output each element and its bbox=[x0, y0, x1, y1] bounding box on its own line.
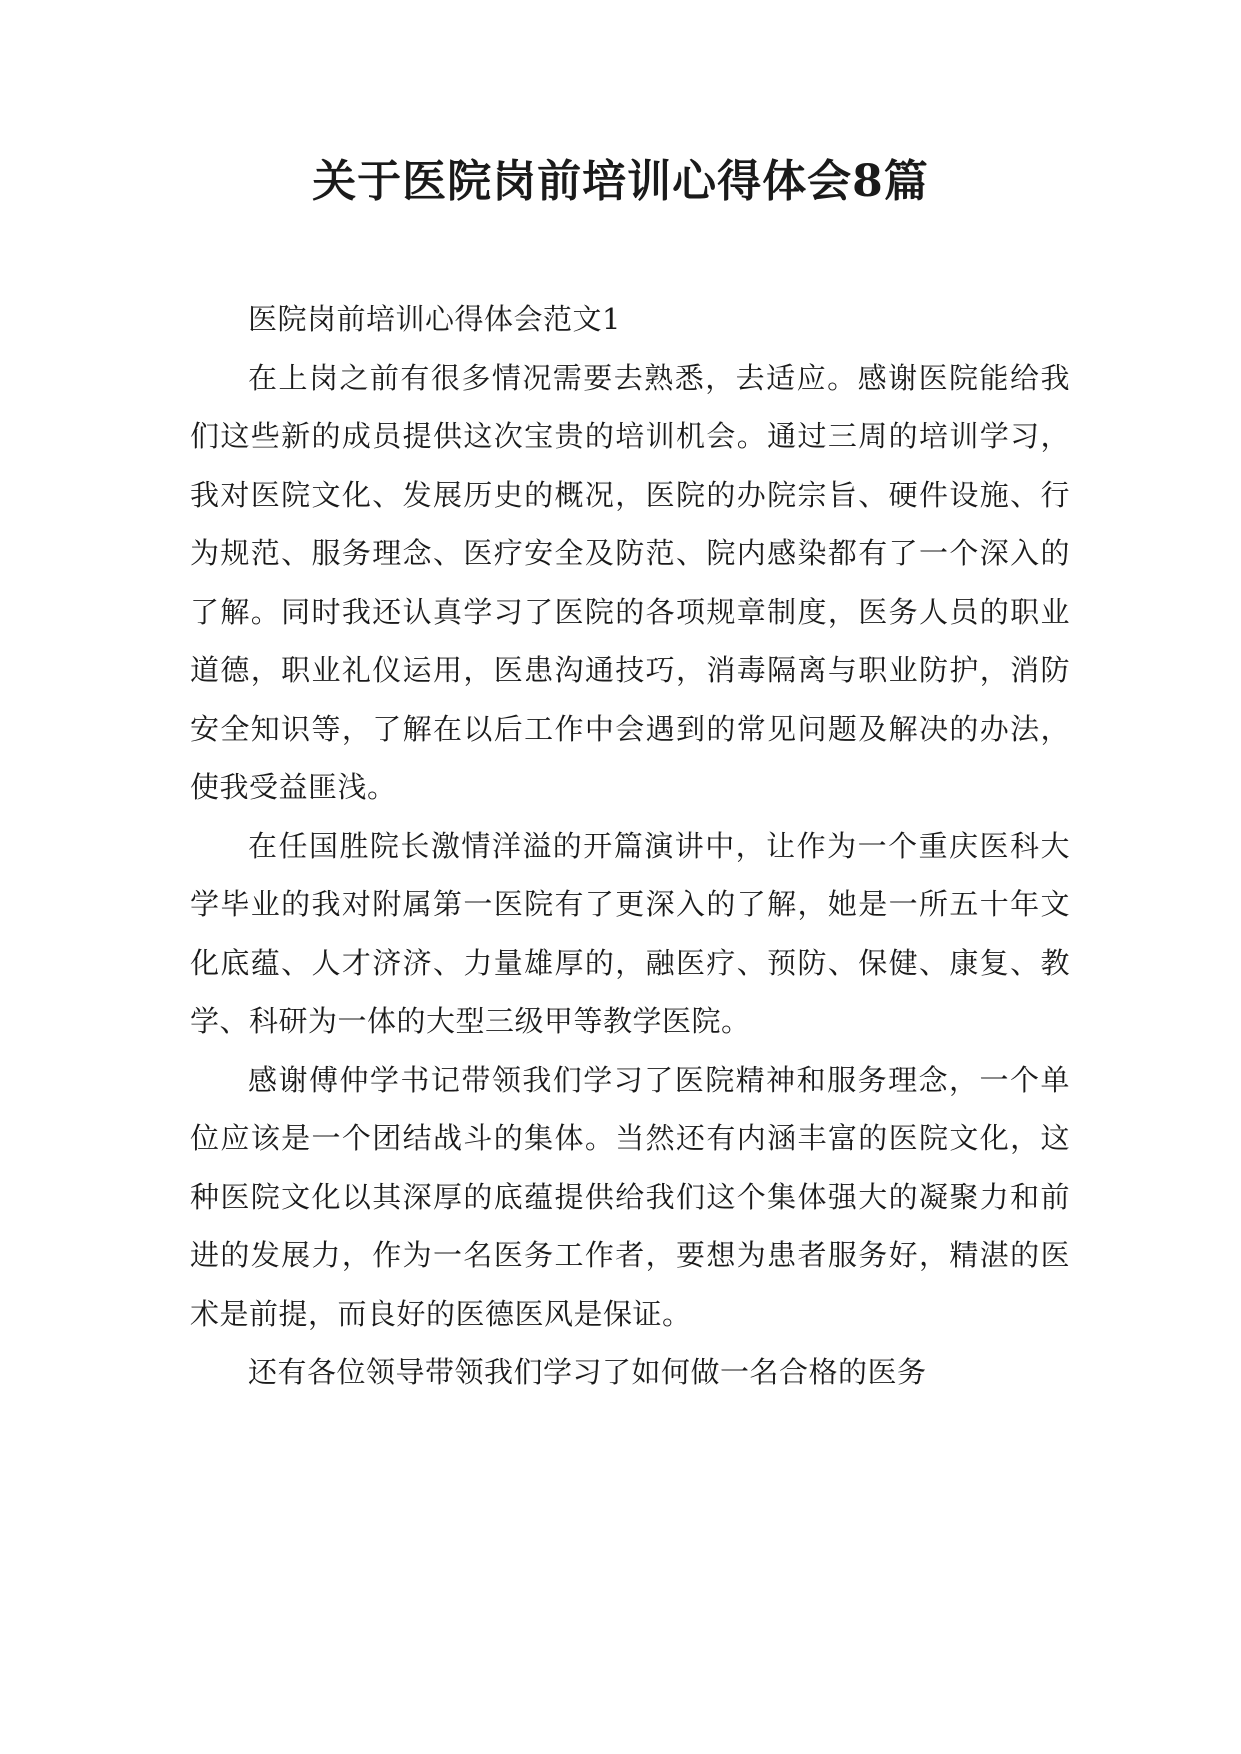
document-body bbox=[190, 290, 1070, 1402]
paragraph-4: 还有各位领导带领我们学习了如何做一名合格的医务 bbox=[248, 1355, 927, 1389]
paragraph-1: 在上岗之前有很多情况需要去熟悉，去适应。感谢医院能给我们这些新的成员提供这次宝贵的培训机会。通过三周的培训学习，我对医院文化、发展历史的概况，医院的办院宗旨、硬件设施、行为规范、服务理念、医疗安全及防范、院内感染都有了一个深入的了解。同时我还认真学习了医院的各项规章制度，医务人员的职业道德，职业礼仪运用，医患沟通技巧，消毒隔离与职业防护，消防安全知识等，了解在以后工作中会遇到的常见问题及解决的办法，使我受益匪浅。 bbox=[190, 360, 1070, 804]
paragraph-3: 感谢傅仲学书记带领我们学习了医院精神和服务理念，一个单位应该是一个团结战斗的集体。当然还有内涵丰富的医院文化，这种医院文化以其深厚的底蕴提供给我们这个集体强大的凝聚力和前进的发展力，作为一名医务工作者，要想为患者服务好，精湛的医术是前提，而良好的医德医风是保证。 bbox=[190, 1062, 1070, 1331]
section-heading: 医院岗前培训心得体会范文1 bbox=[248, 302, 621, 336]
paragraph-2: 在任国胜院长激情洋溢的开篇演讲中，让作为一个重庆医科大学毕业的我对附属第一医院有了更深入的了解，她是一所五十年文化底蕴、人才济济、力量雄厚的，融医疗、预防、保健、康复、教学、科研为一体的大型三级甲等教学医院。 bbox=[190, 828, 1070, 1038]
document-title: 关于医院岗前培训心得体会8篇 bbox=[312, 156, 929, 207]
